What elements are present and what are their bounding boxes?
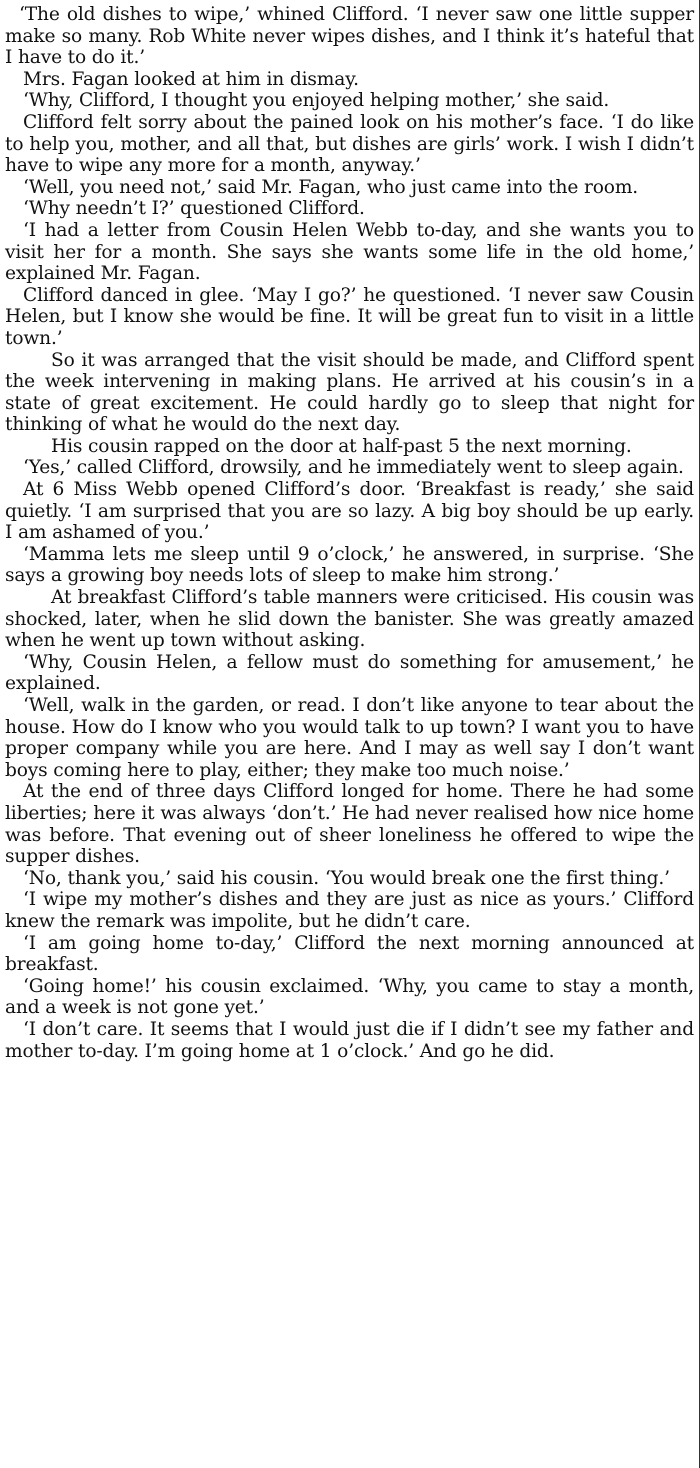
story-paragraph: ‘Yes,’ called Clifford, drowsily, and he immediately went to sleep again. <box>23 457 684 479</box>
story-paragraph: ‘I wipe my mother’s dishes and they are just as nice as yours.’ Clifford knew the remark was impolite, but he didn’t care. <box>5 889 694 932</box>
story-paragraph: At 6 Miss Webb opened Clifford’s door. ‘Breakfast is ready,’ she said quietly. ‘I am surprised that you are so lazy. A big boy should be up early. I am ashamed of you.’ <box>5 479 694 544</box>
story-paragraph: ‘Why, Clifford, I thought you enjoyed helping mother,’ she said. <box>23 90 610 112</box>
story-paragraph: ‘I don’t care. It seems that I would just die if I didn’t see my father and mother to-day. I’m going home at 1 o’clock.’ And go he did. <box>5 1018 694 1062</box>
story-paragraph: ‘Going home!’ his cousin exclaimed. ‘Why, you came to stay a month, and a week is not gone yet.’ <box>5 975 694 1019</box>
story-paragraph: His cousin rapped on the door at half-past 5 the next morning. <box>51 435 632 457</box>
story-paragraph: ‘Mamma lets me sleep until 9 o’clock,’ he answered, in surprise. ‘She says a growing boy needs lots of sleep to make him strong.’ <box>5 543 694 587</box>
story-paragraph: So it was arranged that the visit should be made, and Clifford spent the week intervening in making plans. He arrived at his cousin’s in a state of great excitement. He could hardly go to sleep that night for thinking of what he would do the next day. <box>5 349 694 436</box>
story-paragraph: ‘Well, walk in the garden, or read. I don’t like anyone to tear about the house. How do I know who you would talk to up town? I want you to have proper company while you are here. And I may as well say I don’t want boys coming here to play, either; they make too much noise.’ <box>5 695 694 781</box>
story-paragraph: Mrs. Fagan looked at him in dismay. <box>23 68 359 90</box>
story-paragraph: ‘No, thank you,’ said his cousin. ‘You would break one the first thing.’ <box>23 867 670 889</box>
story-paragraph: At breakfast Clifford’s table manners were criticised. His cousin was shocked, later, when he slid down the banister. She was greatly amazed when he went up town without asking. <box>5 587 694 652</box>
story-paragraph: ‘Why, Cousin Helen, a fellow must do something for amusement,’ he explained. <box>5 651 694 695</box>
story-paragraph: ‘Well, you need not,’ said Mr. Fagan, who just came into the room. <box>23 176 639 198</box>
story-paragraph: ‘I had a letter from Cousin Helen Webb to-day, and she wants you to visit her for a month. She says she wants some life in the old home,’ explained Mr. Fagan. <box>5 219 694 285</box>
story-paragraph: ‘Why needn’t I?’ questioned Clifford. <box>23 198 365 220</box>
story-paragraph: Clifford danced in glee. ‘May I go?’ he questioned. ‘I never saw Cousin Helen, but I know she would be fine. It will be great fun to visit in a little town.’ <box>5 284 694 349</box>
story-paragraph: Clifford felt sorry about the pained look on his mother’s face. ‘I do like to help you, mother, and all that, but dishes are girls’ work. I wish I didn’t have to wipe any more for a month, anyway.’ <box>5 111 694 177</box>
story-paragraph: At the end of three days Clifford longed for home. There he had some liberties; here it was always ‘don’t.’ He had never realised how nice home was before. That evening out of sheer loneliness he offered to wipe the supper dishes. <box>5 781 694 868</box>
story-paragraph: ‘I am going home to-day,’ Clifford the next morning announced at breakfast. <box>5 932 694 976</box>
story-paragraph: ‘The old dishes to wipe,’ whined Clifford. ‘I never saw one little supper make so many. Rob White never wipes dishes, and I think it’s hateful that I have to do it.’ <box>5 4 694 69</box>
